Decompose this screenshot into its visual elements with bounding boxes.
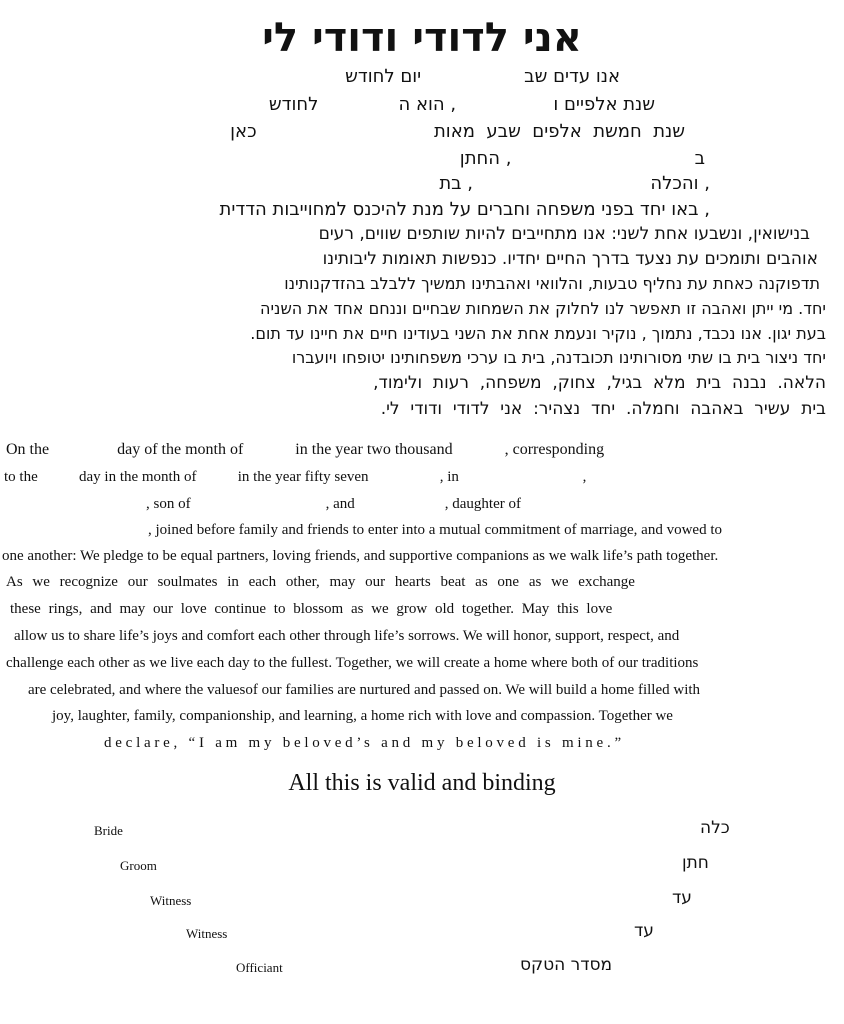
hebrew-line: אוהבים ותומכים עת נצעד בדרך החיים יחדיו. כנפשות תאומות ליבותינו bbox=[322, 249, 818, 269]
english-line: one another: We pledge to be equal partners, loving friends, and supportive companions as we walk life’s path together. bbox=[2, 548, 719, 564]
hebrew-line: ב , החתן bbox=[459, 148, 705, 169]
signature-label-bride-hebrew: כלה bbox=[700, 818, 730, 838]
signature-label-bride: Bride bbox=[94, 823, 123, 838]
signature-label-officiant-hebrew: מסדר הטקס bbox=[520, 955, 613, 975]
valid-binding-statement: All this is valid and binding bbox=[288, 770, 556, 796]
hebrew-line: הלאה. נבנה בית מלא בגיל, צחוק, משפחה, רעות ולימוד, bbox=[373, 373, 826, 393]
hebrew-line: יחד. מי ייתן ואהבה זו תאפשר לנו לחלוק את השמחות שבחיים וננחם אחד את השניה bbox=[260, 299, 826, 318]
ketubah-title: אני לדודי ודודי לי bbox=[262, 15, 582, 61]
hebrew-line: בעת יגון. אנו נכבד, נתמוך , נוקיר ונעמת אחת את השני בעודינו חיים את חיינו עד תום. bbox=[250, 324, 826, 343]
english-line: to the day in the month of in the year fifty seven , in , bbox=[4, 469, 587, 485]
english-line: On the day of the month of in the year two thousand , corresponding bbox=[6, 441, 605, 458]
english-line: these rings, and may our love continue to blossom as we grow old together. May this love bbox=[10, 601, 613, 617]
hebrew-line: שנת חמשת אלפים שבע מאות כאן bbox=[230, 121, 685, 142]
signature-label-groom: Groom bbox=[120, 858, 157, 873]
english-line: , son of , and , daughter of bbox=[146, 496, 521, 512]
signature-label-witness-2: Witness bbox=[186, 926, 228, 941]
english-line: joy, laughter, family, companionship, and learning, a home rich with love and compassion. Together we bbox=[52, 708, 673, 724]
english-line: As we recognize our soulmates in each other, may our hearts beat as one as we exchange bbox=[6, 574, 635, 590]
hebrew-line: בית עשיר באהבה וחמלה. יחד נצהיר: אני לדודי ודודי לי. bbox=[380, 399, 826, 419]
hebrew-line: תדפוקנה כאחת עת נחליף טבעות, והלוואי ואהבתינו תמשיך ללבלב בהזדקנותינו bbox=[284, 274, 820, 293]
english-line: allow us to share life’s joys and comfort each other through life’s sorrows. We will honor, support, respect, and bbox=[14, 628, 680, 644]
signature-label-groom-hebrew: חתן bbox=[682, 853, 709, 873]
hebrew-line: בנישואין, ונשבעו אחת לשני: אנו מתחייבים להיות שותפים שווים, רעים bbox=[318, 224, 810, 244]
hebrew-line: , באו יחד בפני משפחה וחברים על מנת להיכנס למחוייבות הדדית bbox=[219, 199, 710, 220]
hebrew-line: , והכלה , בת bbox=[439, 173, 710, 194]
signature-label-officiant: Officiant bbox=[236, 960, 283, 975]
hebrew-line: יחד ניצור בית בו שתי מסורותינו תכובדנה, בית בו ערכי משפחותינו יטופחו ויועברו bbox=[291, 348, 826, 367]
english-line: d e c l a r e , “ I a m m y b e l o v e d ’ s a n d m y b e l o v e d i s m i n e . ” bbox=[104, 735, 622, 751]
english-line: are celebrated, and where the valuesof our families are nurtured and passed on. We will build a home filled with bbox=[28, 682, 701, 698]
hebrew-line: שנת אלפיים ו , הוא ה לחודש bbox=[268, 94, 655, 115]
signature-label-witness-2-hebrew: עד bbox=[634, 921, 654, 941]
signature-label-witness-1: Witness bbox=[150, 893, 192, 908]
hebrew-line: אנו עדים שב יום לחודש bbox=[345, 66, 620, 87]
english-line: , joined before family and friends to enter into a mutual commitment of marriage, and vowed to bbox=[148, 522, 722, 538]
signature-label-witness-1-hebrew: עד bbox=[672, 888, 692, 908]
english-line: challenge each other as we live each day to the fullest. Together, we will create a home where both of our traditions bbox=[6, 655, 699, 671]
